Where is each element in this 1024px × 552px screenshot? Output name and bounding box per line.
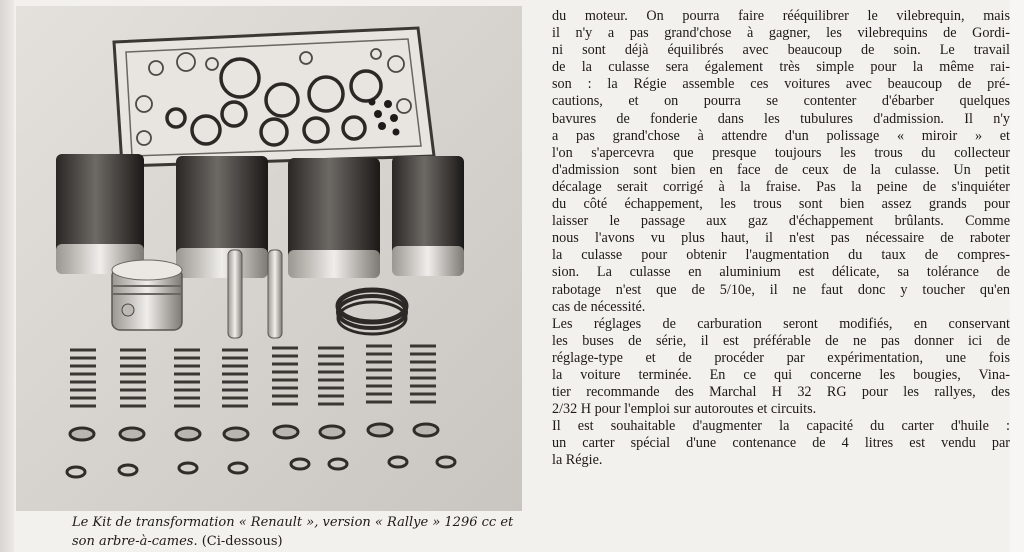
cylinder-liners <box>56 154 464 278</box>
scan-edge <box>0 0 14 552</box>
article-line: ni sont déjà équilibrés avec beaucoup de soin. Le travail <box>552 42 1010 59</box>
article-line: cautions, et on pourra se contenter d'ébarber quelques <box>552 93 1010 110</box>
article-line: les buses de série, il est préférable de ne pas donner ici de <box>552 332 1010 349</box>
article-line: réglage-type et de procéder par expérimentation, une fois <box>552 349 1010 366</box>
article-text <box>552 8 1010 470</box>
article-line: du moteur. On pourra faire rééquilibrer le vilebrequin, mais <box>552 8 1010 24</box>
engine-kit-illustration <box>16 6 522 511</box>
article-line: son : la Régie assemble ces voitures avec beaucoup de pré- <box>552 76 1010 93</box>
article-line: tier recommande des Marchal H 32 RG pour les rallyes, des <box>552 384 1010 401</box>
article-line: cas de nécessité. <box>552 298 646 315</box>
caption-text: Le Kit de transformation « Renault », version « Rallye » 1296 cc et son arbre-à-cames. <box>72 515 514 549</box>
article-line: de la culasse sera également très simple pour la même rai- <box>552 59 1010 76</box>
gasket-set <box>114 28 434 166</box>
article-line: la voiture terminée. En ce qui concerne les bougies, Vina- <box>552 366 1010 383</box>
article-line: nous l'avons vu plus haut, il n'est pas nécessaire de raboter <box>552 230 1010 247</box>
caption-note: (Ci-dessous) <box>201 534 283 549</box>
article-line: 2/32 H pour l'emploi sur autoroutes et circuits. <box>552 401 817 418</box>
article-line: la Régie. <box>552 452 603 469</box>
article-line: a pas grand'chose à attendre d'un polissage « miroir » et <box>552 127 1010 144</box>
article-line: Les réglages de carburation seront modifiés, en conservant <box>552 315 1010 332</box>
article-line: du côté échappement, les trous sont bien assez grands pour <box>552 196 1010 213</box>
page-margin <box>1010 0 1024 552</box>
engine-kit-photo <box>16 6 522 511</box>
article-line: l'on s'apercevra que presque toujours les trous du collecteur <box>552 144 1010 161</box>
article-line: sion. La culasse en aluminium est délicate, sa tolérance de <box>552 264 1010 281</box>
article-line: d'admission sont bien en face de ceux de la culasse. Un petit <box>552 161 1010 178</box>
article-line: un carter spécial d'une contenance de 4 litres est vendu par <box>552 435 1010 452</box>
article-line: la culasse pour obtenir l'augmentation du taux de compres- <box>552 247 1010 264</box>
article-line: Il est souhaitable d'augmenter la capacité du carter d'huile : <box>552 418 1010 435</box>
article-line: laisser le passage aux gaz d'échappement brûlants. Comme <box>552 213 1010 230</box>
piston <box>112 260 182 330</box>
article-line: rabotage n'est que de 5/10e, il ne faut donc y toucher qu'en <box>552 281 1010 298</box>
article-line: bavures de fonderie dans les tubulures d'admission. Il n'y <box>552 110 1010 127</box>
article-line: il n'y a pas grand'chose à gagner, les vilebrequins de Gordi- <box>552 25 1010 42</box>
photo-caption <box>72 513 532 551</box>
article-line: décalage serait corrigé à la fraise. Pas la peine de s'inquiéter <box>552 178 1010 195</box>
